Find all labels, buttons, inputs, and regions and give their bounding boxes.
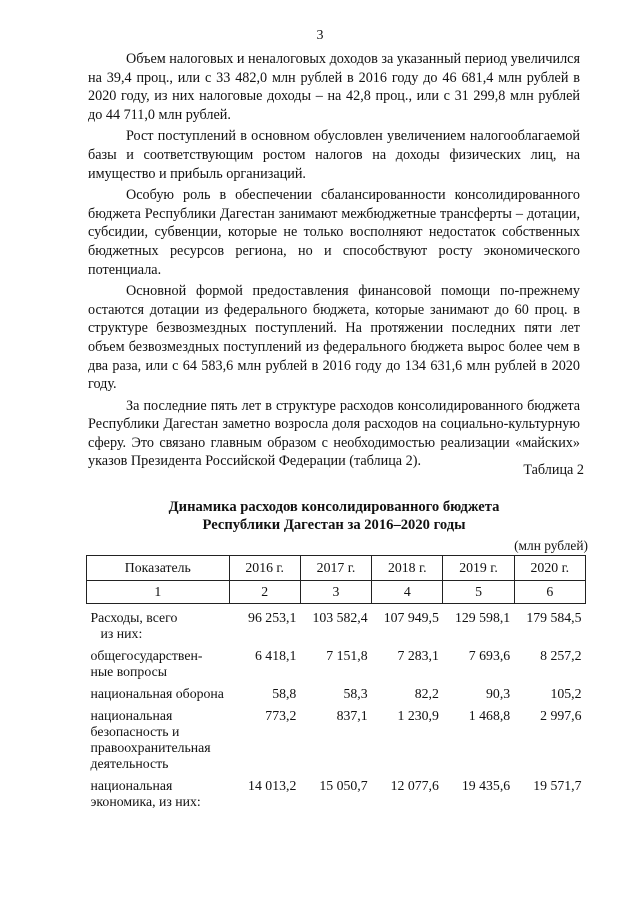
- table-cell: 7 151,8: [326, 648, 368, 663]
- row-sublabel: из них:: [100, 626, 143, 641]
- column-number: 5: [443, 581, 514, 604]
- row-label: национальная оборона: [90, 686, 224, 701]
- table-cell: 1 230,9: [397, 708, 439, 723]
- table-cell: 12 077,6: [390, 778, 439, 793]
- table-cell: 129 598,1: [455, 610, 511, 625]
- table-cell: 773,2: [265, 708, 297, 723]
- table-cell: 19 435,6: [461, 778, 511, 793]
- table-cell: 90,3: [486, 686, 511, 701]
- paragraph-2: Рост поступлений в основном обусловлен увеличением налогооблагаемой базы и соответствующим ростом налогов на доходы физических лиц, на имущество и прибыль организаций.: [88, 128, 580, 182]
- table-row: [87, 772, 586, 810]
- table-cell: 82,2: [414, 686, 439, 701]
- column-number: 3: [300, 581, 371, 604]
- table-cell: 837,1: [336, 708, 368, 723]
- row-label: [87, 604, 230, 643]
- column-header: 2019 г.: [443, 556, 514, 581]
- column-header: 2018 г.: [372, 556, 443, 581]
- row-label: общегосударствен-ные вопросы: [90, 648, 203, 679]
- column-number: 2: [229, 581, 300, 604]
- table-cell: 1 468,8: [468, 708, 511, 723]
- table-row: [87, 642, 586, 680]
- table-cell: 179 584,5: [526, 610, 582, 625]
- table-cell: 8 257,2: [540, 648, 582, 663]
- table-cell: 58,3: [343, 686, 368, 701]
- table-label: Таблица 2: [523, 462, 584, 478]
- column-number: 1: [87, 581, 230, 604]
- table-cell: 2 997,6: [540, 708, 582, 723]
- table-header-row: [87, 556, 586, 581]
- table-cell: 107 949,5: [383, 610, 439, 625]
- row-label: национальная безопасность и правоохранительная деятельность: [90, 708, 211, 771]
- table-cell: 19 571,7: [533, 778, 582, 793]
- table-cell: 58,8: [272, 686, 297, 701]
- table-row: [87, 604, 586, 643]
- body-text: [88, 50, 580, 474]
- column-header: 2020 г.: [514, 556, 585, 581]
- table-cell: 7 693,6: [468, 648, 511, 663]
- table-cell: 6 418,1: [254, 648, 297, 663]
- paragraph-1: Объем налоговых и неналоговых доходов за указанный период увеличился на 39,4 проц., или с 33 482,0 млн рублей в 2016 году до 46 681,4 млн рублей в 2020 году, из них налоговые доходы – на 42,8 проц., или с 31 299,8 млн рублей до 44 711,0 млн рублей.: [88, 51, 580, 123]
- table-row: [87, 680, 586, 702]
- expenditure-table: [86, 555, 586, 810]
- table-title-line-1: Динамика расходов консолидированного бюджета: [168, 499, 500, 515]
- row-label: национальная экономика, из них:: [90, 778, 201, 809]
- column-header: 2016 г.: [229, 556, 300, 581]
- table-cell: 7 283,1: [397, 648, 439, 663]
- table-cell: 96 253,1: [248, 610, 297, 625]
- row-label-text: Расходы, всего: [90, 610, 178, 625]
- column-header: 2017 г.: [300, 556, 371, 581]
- table-column-numbers-row: [87, 581, 586, 604]
- table-title: [88, 498, 580, 534]
- paragraph-5: За последние пять лет в структуре расходов консолидированного бюджета Республики Дагестан заметно возросла доля расходов на социально-культурную сферу. Это связано главным образом с необходимостью реализации «майских» указов Президента Российской Федерации (таблица 2).: [88, 397, 580, 470]
- page-number: 3: [316, 28, 324, 43]
- table-cell: 14 013,2: [248, 778, 297, 793]
- column-number: 4: [372, 581, 443, 604]
- table-cell: 15 050,7: [319, 778, 368, 793]
- paragraph-3: Особую роль в обеспечении сбалансированности консолидированного бюджета Республики Дагестан занимают межбюджетные трансферты – дотации, субсидии, субвенции, которые не только восполняют недостаток собственных бюджетных ресурсов региона, но и способствуют росту экономического потенциала.: [88, 187, 580, 278]
- paragraph-4: Основной формой предоставления финансовой помощи по-прежнему остаются дотации из федерального бюджета, которые занимают до 60 проц. в структуре безвозмездных поступлений. На протяжении последних пяти лет объем безвозмездных поступлений из федерального бюджета вырос более чем в два раза, или с 64 583,6 млн рублей в 2016 году до 134 631,6 млн рублей в 2020 году.: [88, 283, 580, 393]
- column-number: 6: [514, 581, 585, 604]
- table-cell: 103 582,4: [312, 610, 368, 625]
- table-row: [87, 702, 586, 772]
- table-cell: 105,2: [550, 686, 582, 701]
- table-title-line-2: Республики Дагестан за 2016–2020 годы: [202, 517, 466, 533]
- table-units: (млн рублей): [514, 538, 588, 553]
- column-header: Показатель: [87, 556, 230, 581]
